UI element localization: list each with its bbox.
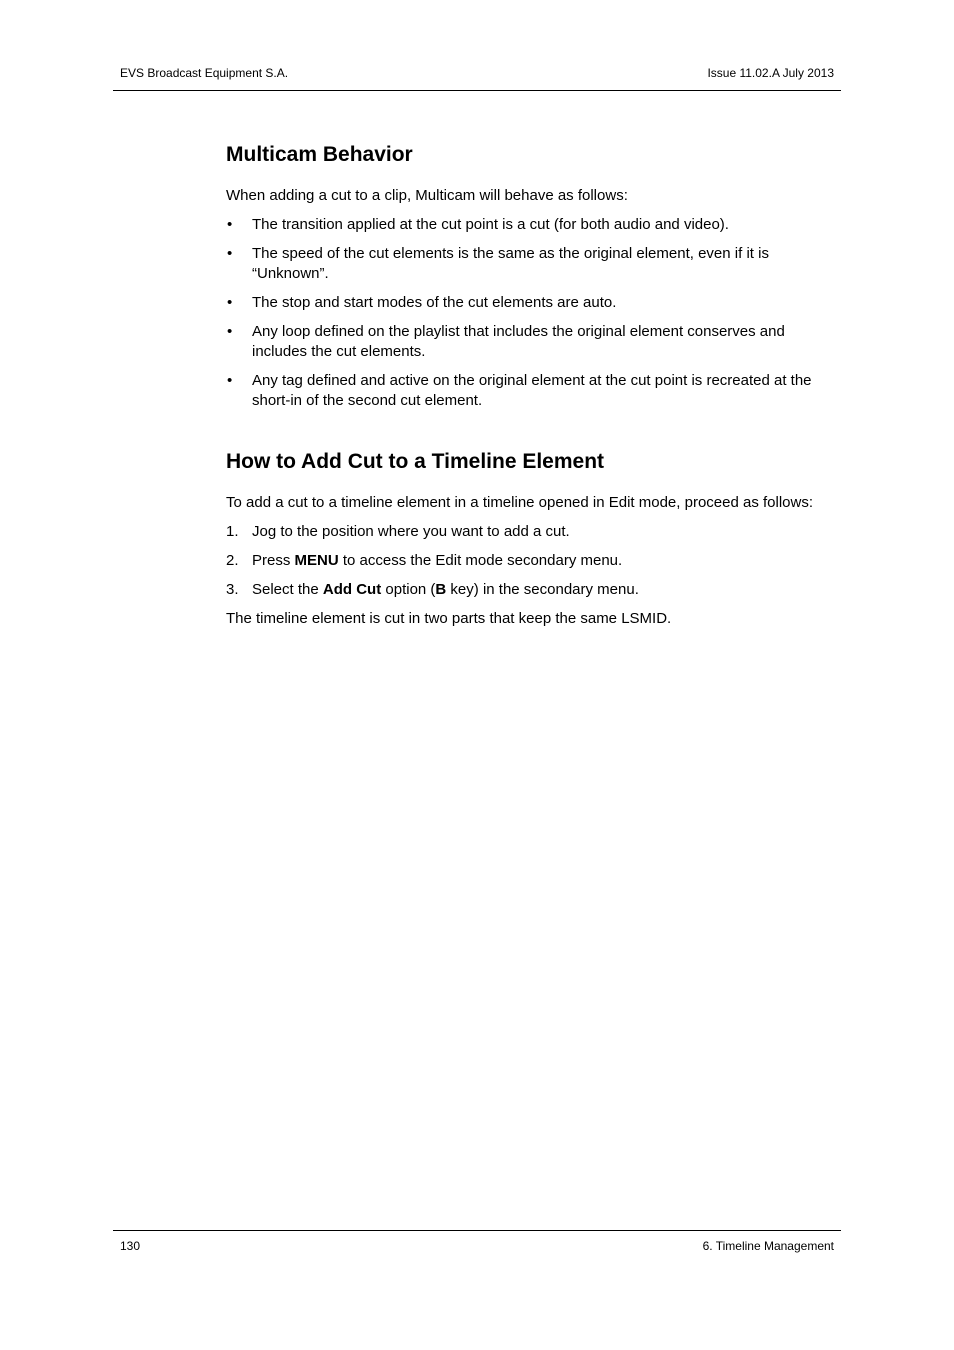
- result-text: The timeline element is cut in two parts that keep the same LSMID.: [226, 610, 672, 627]
- page-number: 130: [120, 1239, 141, 1253]
- list-item: [226, 322, 836, 362]
- list-item: [226, 293, 836, 313]
- list-item: [226, 371, 836, 411]
- page-footer: [113, 1230, 841, 1253]
- step-text-pre: Select the: [252, 581, 323, 598]
- section-heading-add-cut: How to Add Cut to a Timeline Element: [226, 450, 605, 473]
- list-item-text: The stop and start modes of the cut elements are auto.: [252, 294, 617, 311]
- add-cut-option-label: Add Cut: [322, 581, 382, 598]
- step-item: [226, 551, 836, 571]
- bullet-marker: •: [227, 216, 233, 233]
- header-issue: Issue 11.02.A July 2013: [707, 66, 834, 80]
- step-text-post: key) in the secondary menu.: [446, 581, 639, 598]
- step-item: [226, 522, 836, 542]
- list-item: [226, 244, 836, 284]
- b-key-label: B: [435, 581, 447, 598]
- section1-intro: When adding a cut to a clip, Multicam will behave as follows:: [226, 187, 628, 204]
- bullet-marker: •: [227, 294, 233, 311]
- list-item-text: The speed of the cut elements is the same as the original element, even if it is “Unknown”.: [252, 245, 769, 282]
- step-text-pre: Press: [252, 552, 295, 569]
- step-text-mid: option (: [381, 581, 436, 598]
- bullet-list: [226, 215, 836, 411]
- step-item: [226, 580, 836, 600]
- list-item-text: The transition applied at the cut point is a cut (for both audio and video).: [252, 216, 729, 233]
- bullet-marker: •: [227, 245, 233, 262]
- menu-key-label: MENU: [294, 552, 339, 569]
- bullet-marker: •: [227, 323, 233, 340]
- list-item-text: Any tag defined and active on the original element at the cut point is recreated at the short-in of the second cut element.: [252, 372, 812, 409]
- section-heading-multicam: Multicam Behavior: [226, 143, 413, 166]
- page-header: [113, 66, 841, 91]
- step-text: Jog to the position where you want to add a cut.: [252, 523, 570, 540]
- page-content: [226, 140, 836, 629]
- step-number: 2.: [226, 552, 239, 569]
- list-item-text: Any loop defined on the playlist that includes the original element conserves and includes the cut elements.: [252, 323, 785, 360]
- bullet-marker: •: [227, 372, 233, 389]
- step-text-post: to access the Edit mode secondary menu.: [338, 552, 623, 569]
- steps-list: [226, 522, 836, 600]
- header-company: EVS Broadcast Equipment S.A.: [120, 66, 289, 80]
- section2-intro: To add a cut to a timeline element in a timeline opened in Edit mode, proceed as follows:: [226, 494, 814, 511]
- step-number: 3.: [226, 581, 239, 598]
- list-item: [226, 215, 836, 235]
- step-number: 1.: [226, 523, 239, 540]
- footer-chapter: 6. Timeline Management: [702, 1239, 834, 1253]
